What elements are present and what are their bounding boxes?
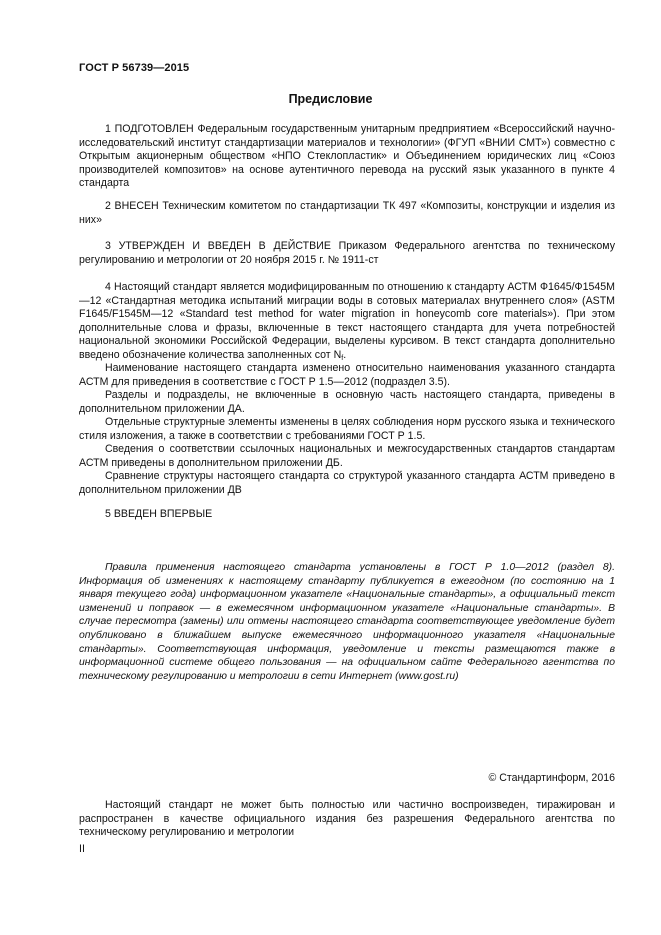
reproduction-notice-text: Настоящий стандарт не может быть полностью или частично воспроизведен, тиражирован и распространен в качестве официального издания без разрешения Федерального агентства по техническому регулированию и метрологии: [79, 799, 615, 838]
usage-notice: [79, 561, 615, 683]
section-2: [79, 200, 615, 227]
section-2-text: 2 ВНЕСЕН Техническим комитетом по стандартизации ТК 497 «Композиты, конструкции и изделия из них»: [79, 200, 615, 226]
section-4-paragraph-1-text: 4 Настоящий стандарт является модифицированным по отношению к стандарту АСТМ Ф1645/Ф1545М—12 «Стандартная методика испытаний миграции воды в сотовых материалах внутреннего слоя» (ASTM F1645/F1545M—12 «Standard test method for water migration in honeycomb core materials»). При этом дополнительные слова и фразы, включенные в текст настоящего стандарта для учета потребностей национальной экономики Российской Федерации, выделены курсивом. В текст стандарта дополнительно введено обозначение количества заполненных сот N: [79, 281, 615, 361]
reproduction-notice: [79, 799, 615, 840]
section-1: [79, 123, 615, 191]
section-4-paragraph-4: Отдельные структурные элементы изменены в целях соблюдения норм русского языка и технического стиля изложения, а также в соответствии с требованиями ГОСТ Р 1.5.: [79, 416, 615, 442]
section-4-paragraph-6: Сравнение структуры настоящего стандарта со структурой указанного стандарта АСТМ приведено в дополнительном приложении ДВ: [79, 470, 615, 496]
subscript-f: f: [341, 354, 344, 362]
section-4-paragraph-1: [79, 281, 615, 362]
section-5: [79, 508, 615, 522]
usage-notice-text: Правила применения настоящего стандарта установлены в ГОСТ Р 1.0—2012 (раздел 8). Информация об изменениях к настоящему стандарту публикуется в ежегодном (по состоянию на 1 января текущего года) информационном указателе «Национальные стандарты», а официальный текст изменений и поправок — в ежемесячном информационном указателе «Национальные стандарты». В случае пересмотра (замены) или отмены настоящего стандарта соответствующее уведомление будет опубликовано в ближайшем выпуске ежемесячного информационного указателя «Национальные стандарты». Соответствующая информация, уведомление и тексты размещаются также в информационной системе общего пользования — на официальном сайте Федерального агентства по техническому регулированию и метрологии в сети Интернет (www.gost.ru): [79, 562, 615, 682]
section-5-text: 5 ВВЕДЕН ВПЕРВЫЕ: [105, 508, 213, 520]
page-title: Предисловие: [288, 92, 373, 106]
document-code: ГОСТ Р 56739—2015: [79, 62, 190, 74]
copyright-line: © Стандартинформ, 2016: [488, 772, 615, 784]
page-number: II: [79, 843, 85, 855]
section-4-paragraph-2: Наименование настоящего стандарта изменено относительно наименования указанного стандарта АСТМ для приведения в соответствие с ГОСТ Р 1.5—2012 (подраздел 3.5).: [79, 362, 615, 388]
section-4-paragraph-3: Разделы и подразделы, не включенные в основную часть настоящего стандарта, приведены в дополнительном приложении ДА.: [79, 389, 615, 415]
section-4: [79, 281, 615, 497]
section-4-paragraph-1-end: .: [343, 348, 347, 361]
section-3-text: 3 УТВЕРЖДЕН И ВВЕДЕН В ДЕЙСТВИЕ Приказом Федерального агентства по техническому регулированию и метрологии от 20 ноября 2015 г. № 1911-ст: [79, 240, 615, 266]
section-1-text: 1 ПОДГОТОВЛЕН Федеральным государственным унитарным предприятием «Всероссийский научно-исследовательский институт стандартизации материалов и технологии» (ФГУП «ВНИИ СМТ») совместно с Открытым акционерным обществом «НПО Стеклопластик» и Объединением юридических лиц «Союз производителей композитов» на основе аутентичного перевода на русский язык указанного в пункте 4 стандарта: [79, 123, 615, 189]
section-3: [79, 240, 615, 267]
section-4-paragraph-5: Сведения о соответствии ссылочных национальных и межгосударственных стандартов стандартам АСТМ приведены в дополнительном приложении ДБ.: [79, 443, 615, 469]
